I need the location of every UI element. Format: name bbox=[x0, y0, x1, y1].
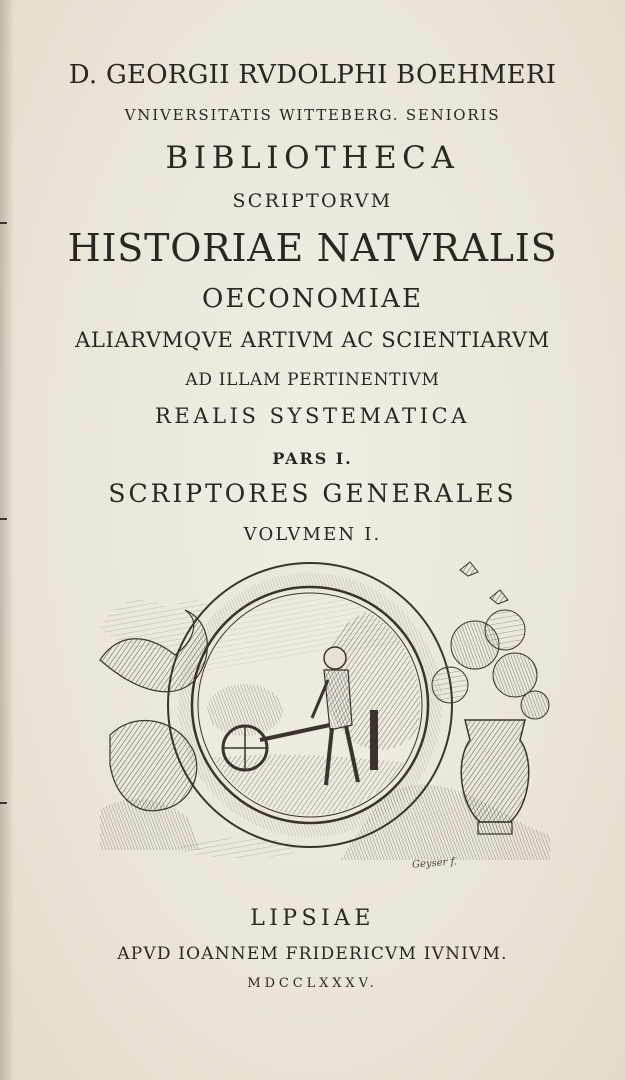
engraved-vignette bbox=[80, 560, 550, 880]
author-line: D. GEORGII RVDOLPHI BOEHMERI bbox=[68, 60, 557, 90]
edge-mark bbox=[0, 222, 7, 224]
title-historiae: HISTORIAE NATVRALIS bbox=[67, 226, 558, 270]
engraver-signature: Geyser f. bbox=[411, 856, 458, 871]
title-realis: REALIS SYSTEMATICA bbox=[155, 404, 470, 428]
title-bibliotheca: BIBLIOTHECA bbox=[165, 140, 460, 176]
ground-shadow bbox=[180, 838, 300, 858]
title-aliarumque: ALIARVMQVE ARTIVM AC SCIENTIARVM bbox=[75, 328, 550, 352]
title-ad-illam: AD ILLAM PERTINENTIVM bbox=[185, 370, 440, 390]
part-title: SCRIPTORES GENERALES bbox=[108, 479, 517, 508]
imprint-place: LIPSIAE bbox=[250, 906, 375, 931]
ploughman-head bbox=[324, 647, 346, 669]
edge-mark bbox=[0, 802, 7, 804]
edge-mark bbox=[0, 518, 7, 520]
imprint-year: MDCCLXXXV. bbox=[247, 976, 378, 991]
title-oeconomiae: OECONOMIAE bbox=[201, 284, 424, 314]
volume-number: VOLVMEN I. bbox=[243, 524, 382, 545]
imprint-publisher: APVD IOANNEM FRIDERICVM IVNIVM. bbox=[117, 944, 508, 964]
title-scriptorum: SCRIPTORVM bbox=[232, 190, 393, 212]
university-line: VNIVERSITATIS WITTEBERG. SENIORIS bbox=[124, 106, 501, 124]
foliage-left bbox=[100, 799, 200, 850]
butterfly-icon bbox=[460, 562, 478, 576]
part-number: PARS I. bbox=[272, 449, 353, 468]
butterfly-icon bbox=[490, 590, 508, 604]
